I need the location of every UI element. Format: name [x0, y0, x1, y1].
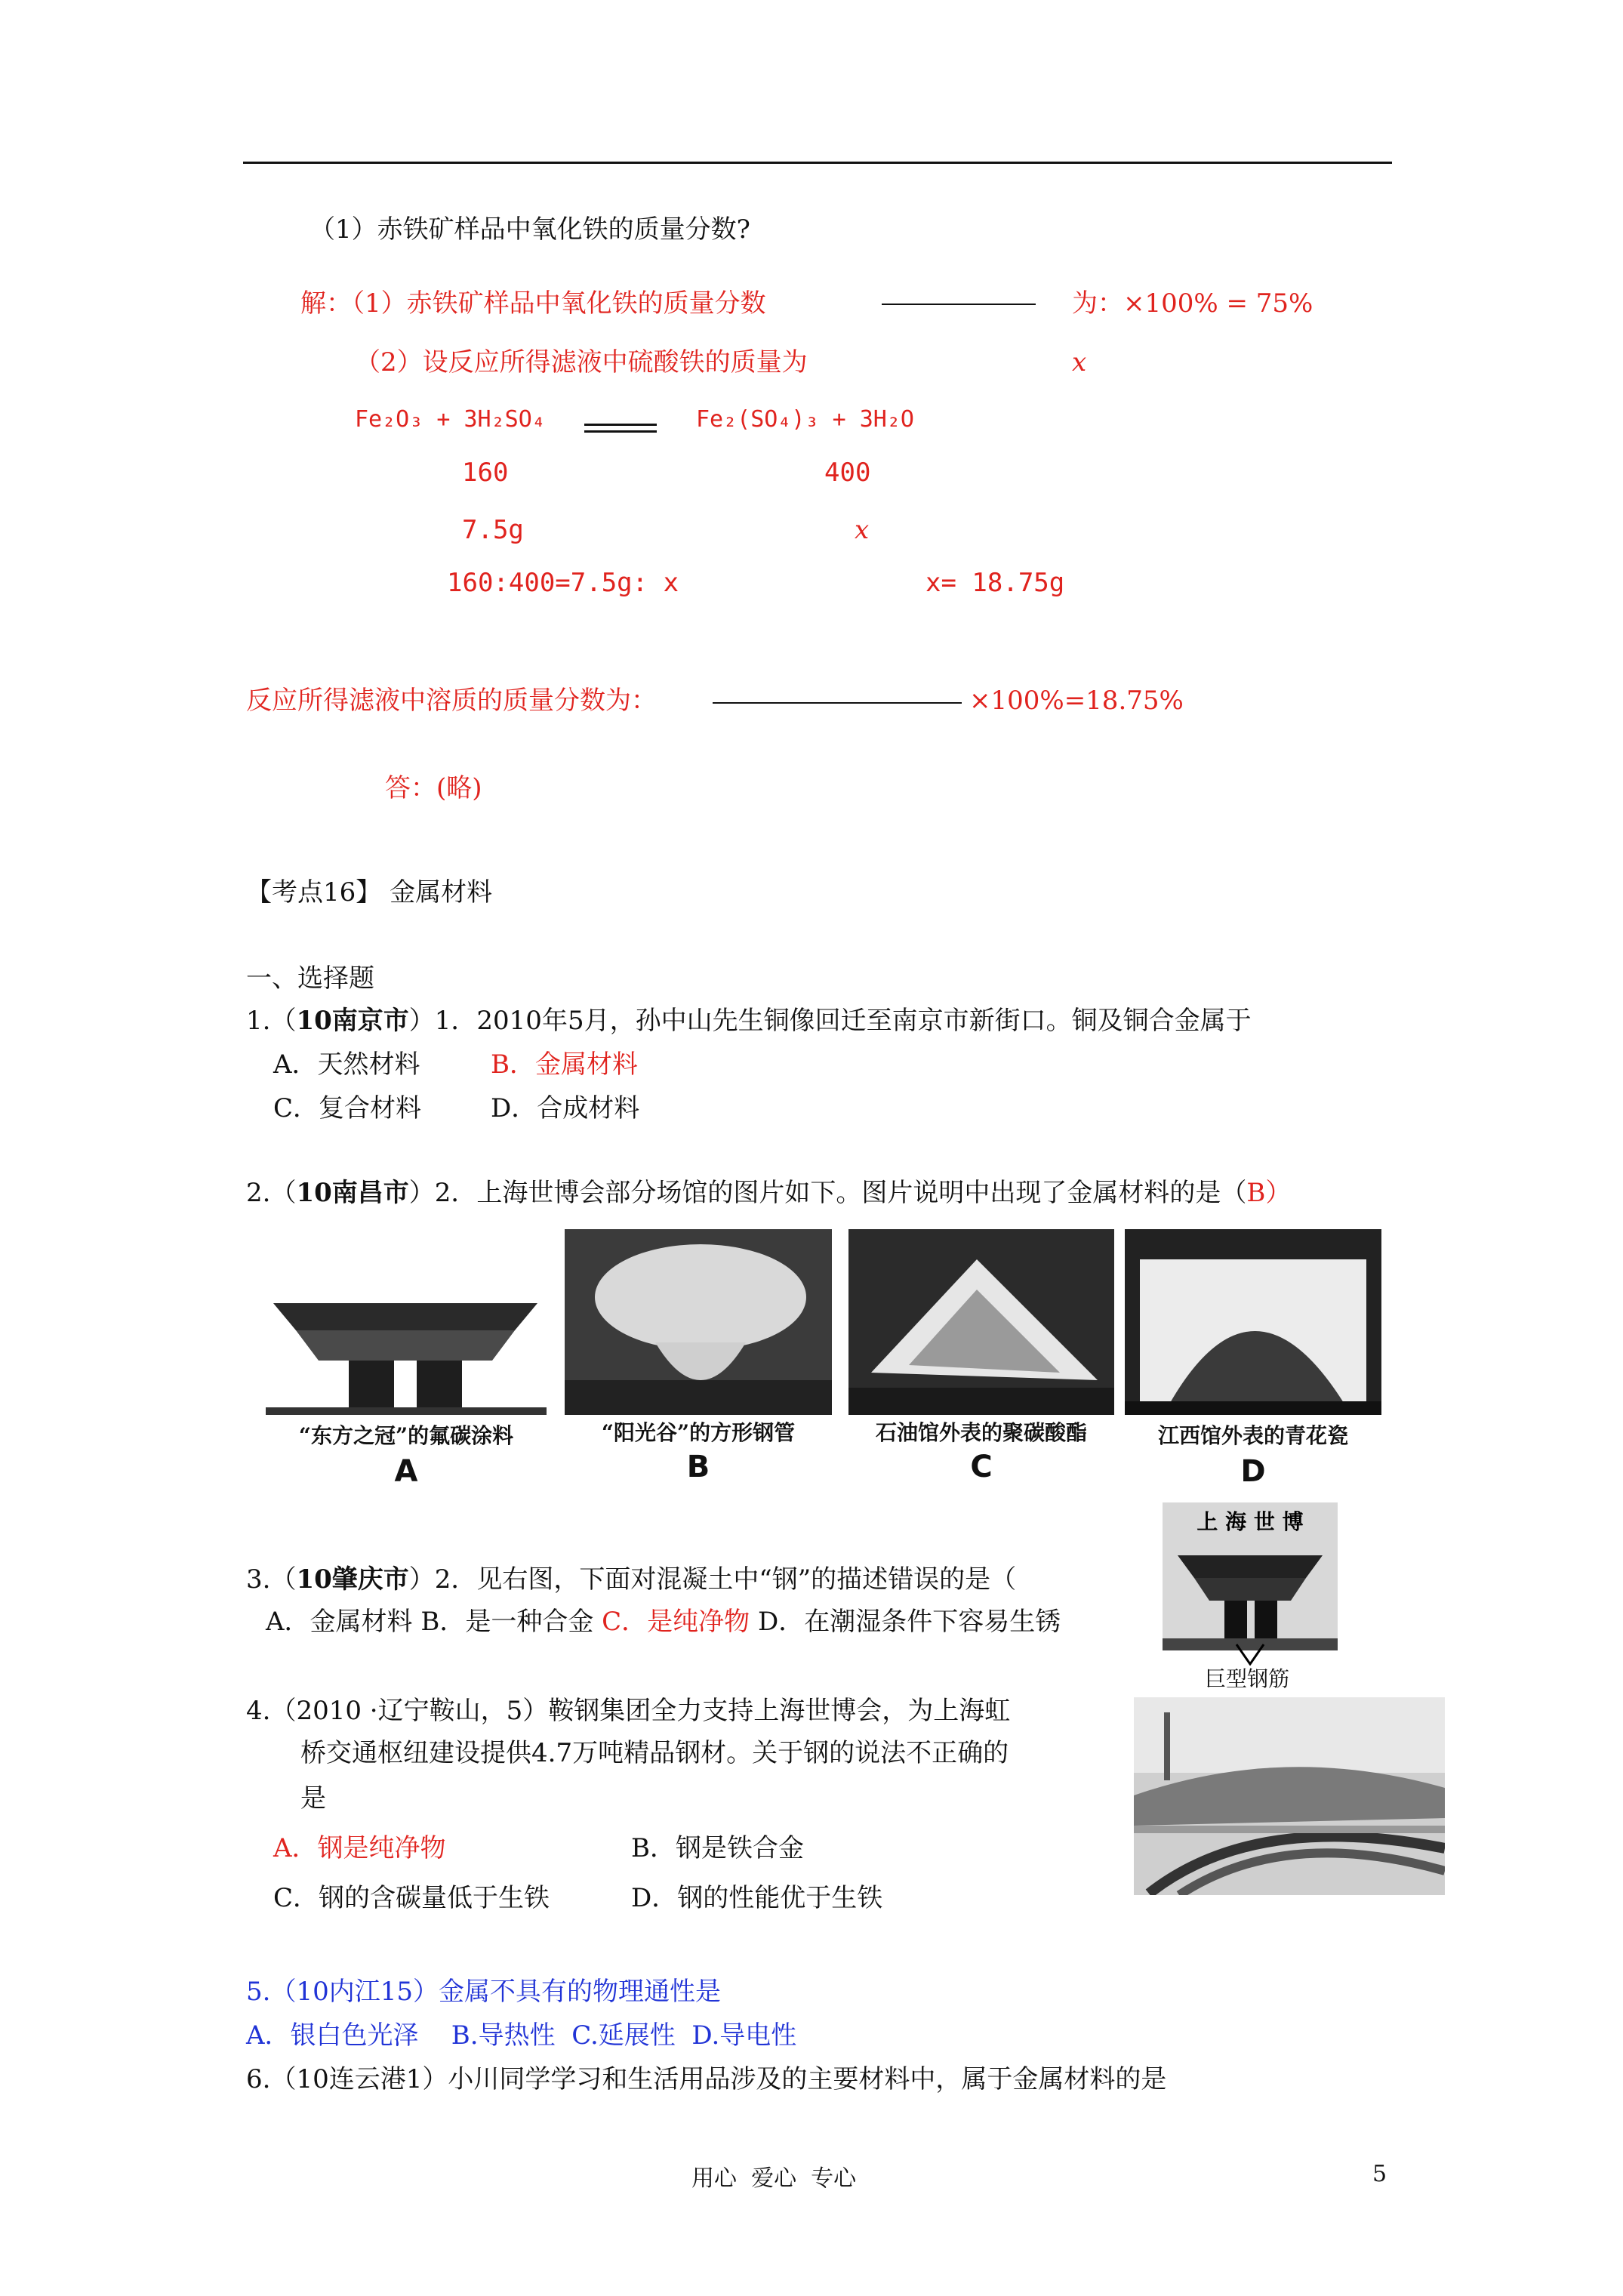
molar-mass-2: 400: [824, 458, 871, 488]
pavilion-image-c: [848, 1229, 1114, 1415]
page-number: 5: [1372, 2161, 1387, 2187]
q2-close: ）: [1265, 1178, 1292, 1208]
equals-bar-bottom: [584, 430, 657, 433]
pavilion-image-b: [565, 1229, 832, 1415]
ratio-line: 160:400=7.5g: x: [447, 568, 679, 598]
footer-motto: 用心 爱心 专心: [691, 2165, 857, 2192]
q2-text: ）2．上海世博会部分场馆的图片如下。图片说明中出现了金属材料的是（: [408, 1178, 1247, 1208]
pavilion-image-d: [1125, 1229, 1381, 1415]
question-heading: （1）赤铁矿样品中氧化铁的质量分数?: [310, 214, 750, 245]
section-sub: 一、选择题: [246, 963, 374, 994]
equation-products: Fe₂(SO₄)₃ + 3H₂O: [696, 406, 914, 433]
q1-option-c: C．复合材料: [273, 1093, 422, 1123]
caption-d: 江西馆外表的青花瓷: [1157, 1423, 1348, 1448]
q3-options: [266, 1605, 1061, 1638]
given-mass: 7.5g: [462, 515, 524, 545]
result-line: x= 18.75g: [925, 568, 1065, 598]
caption-a: “东方之冠”的氟碳涂料: [298, 1423, 514, 1448]
pavilion-image-a: [266, 1247, 547, 1415]
q3-option-d: D．在潮湿条件下容易生锈: [750, 1607, 1061, 1637]
q3-option-c: C．是纯净物: [602, 1607, 750, 1637]
q2-source: 10南昌市: [296, 1178, 409, 1208]
letter-b: B: [686, 1450, 710, 1484]
letter-a: A: [394, 1454, 418, 1489]
china-pavilion-title: 上 海 世 博: [1196, 1509, 1304, 1534]
q2-answer: B: [1246, 1178, 1266, 1208]
q3-stem: [246, 1563, 1016, 1596]
q3-num: 3.（: [246, 1564, 297, 1595]
fraction-bar: [882, 304, 1036, 305]
q1-option-a: A．天然材料: [273, 1049, 420, 1080]
q4-stem-2: 桥交通枢纽建设提供4.7万吨精品钢材。关于钢的说法不正确的: [300, 1738, 1009, 1768]
equals-bar-top: [584, 424, 657, 426]
q1-option-b: B．金属材料: [491, 1049, 638, 1080]
q3-options-ab: A．金属材料 B．是一种合金: [266, 1607, 602, 1637]
equation-reactants: Fe₂O₃ + 3H₂SO₄: [355, 406, 546, 433]
q4-option-d: D．钢的性能优于生铁: [631, 1883, 883, 1913]
q2-num: 2.（: [246, 1178, 297, 1208]
solution-line-1: 解：（1）赤铁矿样品中氧化铁的质量分数: [300, 288, 766, 319]
fraction-line-label: 反应所得滤液中溶质的质量分数为：: [246, 686, 657, 716]
unknown-mass: x: [855, 515, 870, 545]
q1-stem: [246, 1004, 1252, 1037]
letter-c: C: [970, 1450, 993, 1484]
q5-options: A．银白色光泽 B.导热性 C.延展性 D.导电性: [246, 2020, 797, 2051]
q4-stem-3: 是: [300, 1783, 326, 1814]
q2-stem: [246, 1176, 1291, 1210]
caption-b: “阳光谷”的方形钢管: [601, 1420, 796, 1445]
q3-text: ）2．见右图，下面对混凝土中“钢”的描述错误的是（: [408, 1564, 1017, 1595]
q4-option-c: C．钢的含碳量低于生铁: [273, 1883, 550, 1913]
q1-option-d: D．合成材料: [491, 1093, 640, 1123]
fraction-line-result: ×100%=18.75%: [969, 686, 1184, 716]
rebar-label: 巨型钢筋: [1205, 1666, 1290, 1691]
q1-source: 10南京市: [296, 1006, 409, 1036]
q4-option-b: B．钢是铁合金: [631, 1833, 804, 1863]
q1-text: ）1．2010年5月，孙中山先生铜像回迁至南京市新街口。铜及铜合金属于: [408, 1006, 1252, 1036]
rebar-pointer: [1235, 1643, 1265, 1666]
solution-line-1-result: 为：×100% = 75%: [1072, 288, 1313, 319]
letter-d: D: [1240, 1454, 1266, 1489]
q4-option-a: A．钢是纯净物: [273, 1833, 446, 1863]
solution-line-2: （2）设反应所得滤液中硫酸铁的质量为: [355, 347, 808, 378]
variable-x: x: [1072, 347, 1087, 378]
fraction-bar-2: [713, 702, 962, 704]
caption-c: 石油馆外表的聚碳酸酯: [875, 1420, 1087, 1445]
q4-stem-1: 4.（2010 ·辽宁鞍山，5）鞍钢集团全力支持上海世博会，为上海虹: [246, 1696, 1011, 1726]
q5-stem: 5.（10内江15）金属不具有的物理通性是: [246, 1977, 721, 2007]
q6-stem: 6.（10连云港1）小川同学学习和生活用品涉及的主要材料中，属于金属材料的是: [246, 2064, 1167, 2094]
molar-mass-1: 160: [462, 458, 509, 488]
hongqiao-hub-image: [1134, 1697, 1445, 1895]
q1-num: 1.（: [246, 1006, 297, 1036]
q3-source: 10肇庆市: [296, 1564, 409, 1595]
header-rule: [243, 162, 1392, 164]
answer-line: 答：(略): [385, 773, 482, 803]
section-title: 【考点16】 金属材料: [246, 877, 493, 908]
